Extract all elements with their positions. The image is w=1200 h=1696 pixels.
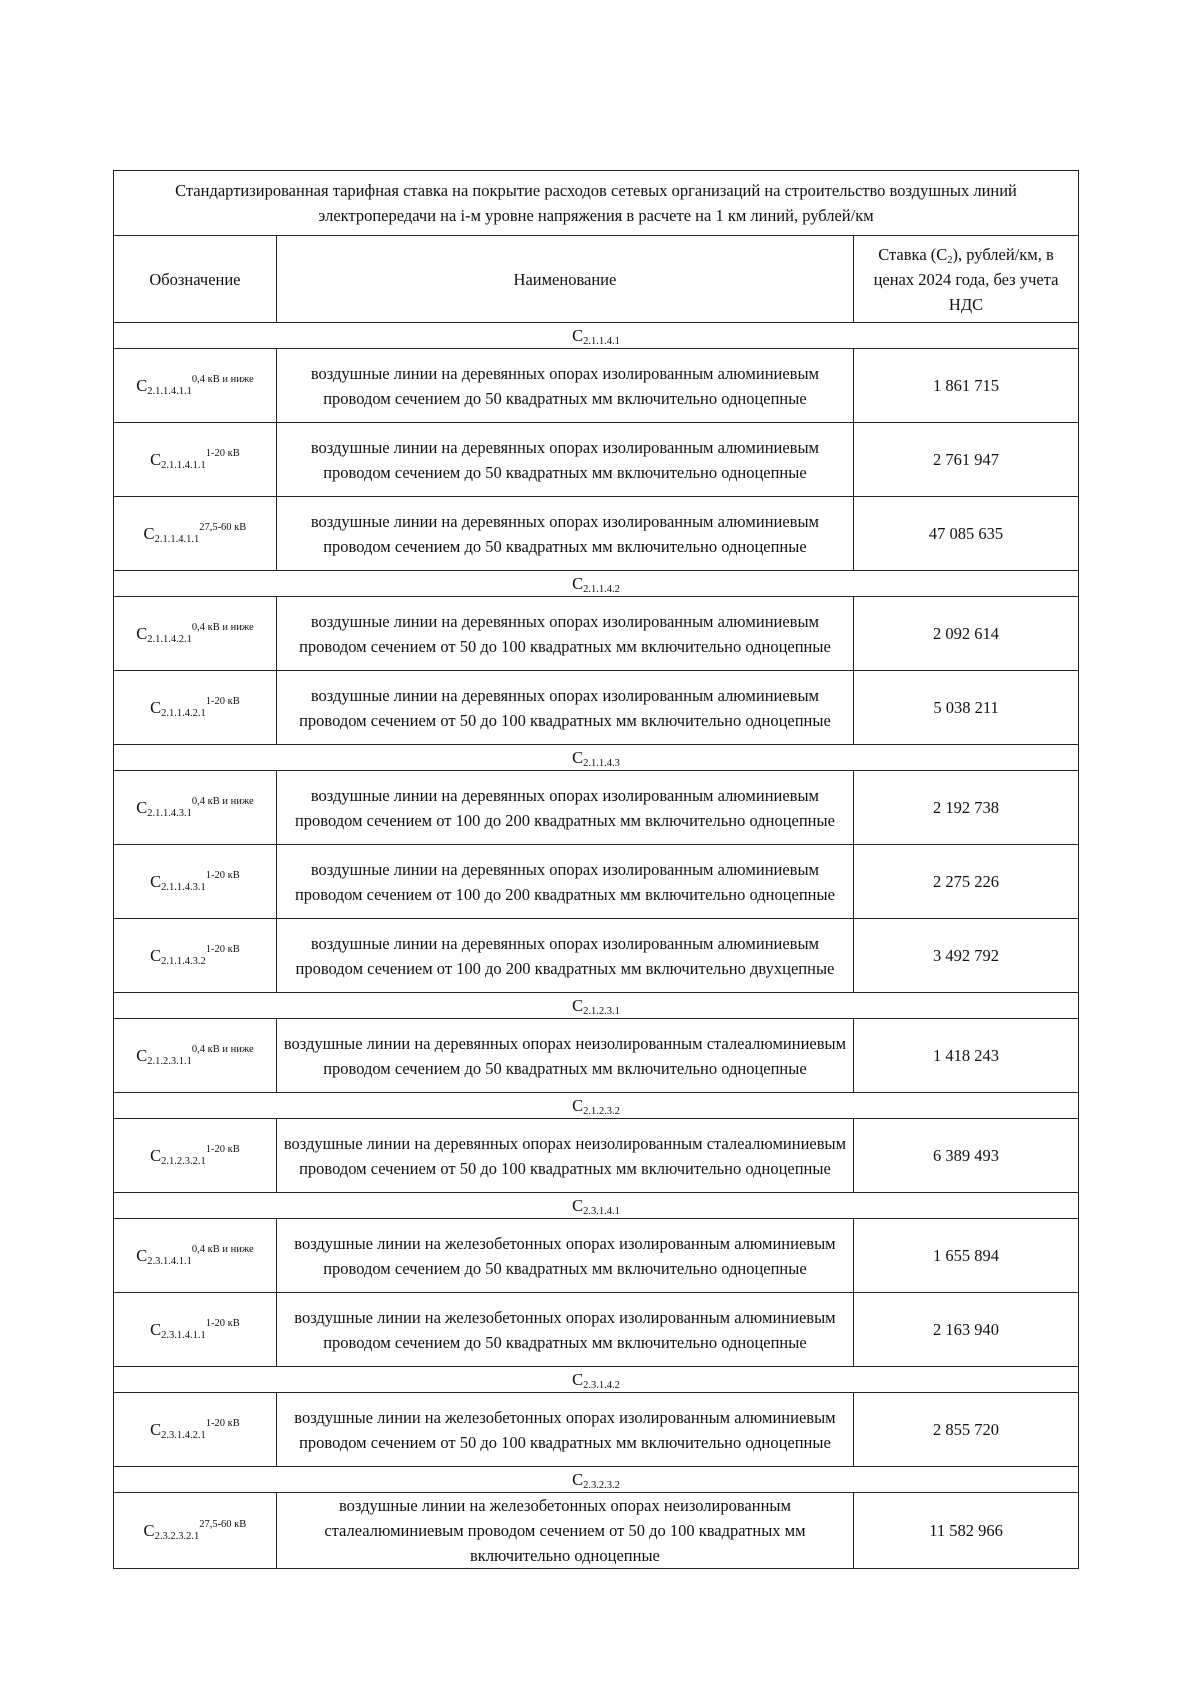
- designation-sup: 1-20 кВ: [205, 870, 240, 881]
- group-row: [114, 745, 1079, 771]
- header-row: [114, 236, 1079, 323]
- group-code-letter: С: [572, 1370, 584, 1389]
- group-code-letter: С: [572, 1196, 584, 1215]
- group-code-letter: С: [572, 1470, 584, 1489]
- row-name: воздушные линии на железобетонных опорах неизолированным сталеалюминиевым проводом сечением от 50 до 100 квадратных мм включительно одноцепные: [276, 1493, 853, 1569]
- designation-sup: 1-20 кВ: [205, 1318, 240, 1329]
- designation-sup: 27,5-60 кВ: [199, 1519, 247, 1530]
- designation-sub: 2.1.1.4.3.1: [147, 808, 192, 819]
- table-row: [114, 1493, 1079, 1569]
- group-code-letter: С: [572, 1096, 584, 1115]
- group-code-sub: 2.3.2.3.2: [583, 1480, 620, 1491]
- designation-letter: С: [143, 524, 155, 543]
- designation-letter: С: [136, 624, 148, 643]
- header-name: Наименование: [276, 236, 853, 323]
- designation-sup: 27,5-60 кВ: [199, 522, 247, 533]
- group-code-sub: 2.1.1.4.1: [583, 336, 620, 347]
- group-code: [114, 1367, 1079, 1393]
- row-designation: [114, 919, 277, 993]
- designation-letter: С: [136, 1246, 148, 1265]
- row-designation: [114, 845, 277, 919]
- group-row: [114, 1467, 1079, 1493]
- group-code-sub: 2.1.2.3.1: [583, 1006, 620, 1017]
- row-designation: [114, 1393, 277, 1467]
- row-name: воздушные линии на деревянных опорах изолированным алюминиевым проводом сечением до 50 квадратных мм включительно одноцепные: [276, 423, 853, 497]
- row-rate-value: 5 038 211: [854, 671, 1079, 745]
- row-name: воздушные линии на деревянных опорах изолированным алюминиевым проводом сечением от 100 до 200 квадратных мм включительно одноцепные: [276, 845, 853, 919]
- designation-sub: 2.1.1.4.3.1: [161, 882, 206, 893]
- table-row: [114, 423, 1079, 497]
- designation-sup: 0,4 кВ и ниже: [191, 374, 254, 385]
- designation-letter: С: [150, 450, 162, 469]
- header-designation: Обозначение: [114, 236, 277, 323]
- row-name: воздушные линии на деревянных опорах изолированным алюминиевым проводом сечением от 100 до 200 квадратных мм включительно двухцепные: [276, 919, 853, 993]
- group-code-sub: 2.1.2.3.2: [583, 1106, 620, 1117]
- designation-sub: 2.3.1.4.1.1: [161, 1330, 206, 1341]
- row-rate-value: 2 761 947: [854, 423, 1079, 497]
- designation-letter: С: [150, 1420, 162, 1439]
- designation-letter: С: [150, 1146, 162, 1165]
- row-rate-value: 2 275 226: [854, 845, 1079, 919]
- row-name: воздушные линии на железобетонных опорах изолированным алюминиевым проводом сечением до 50 квадратных мм включительно одноцепные: [276, 1293, 853, 1367]
- row-name: воздушные линии на деревянных опорах изолированным алюминиевым проводом сечением от 100 до 200 квадратных мм включительно одноцепные: [276, 771, 853, 845]
- group-code: [114, 1193, 1079, 1219]
- group-code-sub: 2.1.1.4.3: [583, 758, 620, 769]
- designation-sup: 0,4 кВ и ниже: [191, 1244, 254, 1255]
- designation-letter: С: [143, 1521, 155, 1540]
- designation-sub: 2.1.1.4.2.1: [161, 708, 206, 719]
- row-designation: [114, 1019, 277, 1093]
- row-designation: [114, 1293, 277, 1367]
- table-row: [114, 497, 1079, 571]
- group-code: [114, 1093, 1079, 1119]
- row-rate-value: 1 861 715: [854, 349, 1079, 423]
- group-code: [114, 323, 1079, 349]
- group-row: [114, 323, 1079, 349]
- row-name: воздушные линии на деревянных опорах изолированным алюминиевым проводом сечением от 50 до 100 квадратных мм включительно одноцепные: [276, 671, 853, 745]
- row-designation: [114, 1219, 277, 1293]
- designation-sub: 2.3.2.3.2.1: [154, 1531, 200, 1542]
- header-rate-suffix: ), рублей/км, в ценах 2024 года, без учета НДС: [873, 244, 1059, 314]
- group-row: [114, 1193, 1079, 1219]
- row-designation: [114, 671, 277, 745]
- row-name: воздушные линии на железобетонных опорах изолированным алюминиевым проводом сечением до 50 квадратных мм включительно одноцепные: [276, 1219, 853, 1293]
- table-row: [114, 1293, 1079, 1367]
- table-row: [114, 349, 1079, 423]
- table-row: [114, 1393, 1079, 1467]
- row-rate-value: 47 085 635: [854, 497, 1079, 571]
- designation-sub: 2.1.1.4.1.1: [154, 534, 200, 545]
- group-code-sub: 2.1.1.4.2: [583, 584, 620, 595]
- row-designation: [114, 1119, 277, 1193]
- row-designation: [114, 423, 277, 497]
- designation-sub: 2.1.1.4.1.1: [147, 386, 192, 397]
- row-rate-value: 2 163 940: [854, 1293, 1079, 1367]
- designation-sup: 1-20 кВ: [205, 1418, 240, 1429]
- group-code-sub: 2.3.1.4.1: [583, 1206, 620, 1217]
- group-code-letter: С: [572, 574, 584, 593]
- header-rate-prefix: Ставка (С: [878, 244, 948, 264]
- row-rate-value: 2 192 738: [854, 771, 1079, 845]
- group-code-letter: С: [572, 996, 584, 1015]
- designation-letter: С: [136, 1046, 148, 1065]
- group-code: [114, 1467, 1079, 1493]
- group-row: [114, 1093, 1079, 1119]
- row-name: воздушные линии на деревянных опорах изолированным алюминиевым проводом сечением от 50 до 100 квадратных мм включительно одноцепные: [276, 597, 853, 671]
- designation-sub: 2.1.1.4.3.2: [161, 956, 206, 967]
- designation-sub: 2.1.1.4.1.1: [161, 460, 206, 471]
- designation-letter: С: [150, 698, 162, 717]
- designation-letter: С: [150, 946, 162, 965]
- table-row: [114, 919, 1079, 993]
- designation-letter: С: [150, 872, 162, 891]
- row-rate-value: 3 492 792: [854, 919, 1079, 993]
- header-rate: [854, 236, 1079, 323]
- group-code-letter: С: [572, 326, 584, 345]
- group-code: [114, 571, 1079, 597]
- row-designation: [114, 349, 277, 423]
- row-designation: [114, 1493, 277, 1569]
- designation-sup: 0,4 кВ и ниже: [191, 622, 254, 633]
- designation-letter: С: [136, 798, 148, 817]
- row-name: воздушные линии на деревянных опорах неизолированным сталеалюминиевым проводом сечением до 50 квадратных мм включительно одноцепные: [276, 1019, 853, 1093]
- group-row: [114, 571, 1079, 597]
- table-title: Стандартизированная тарифная ставка на покрытие расходов сетевых организаций на строительство воздушных линий электропередачи на i-м уровне напряжения в расчете на 1 км линий, рублей/км: [114, 171, 1079, 236]
- row-rate-value: 2 855 720: [854, 1393, 1079, 1467]
- row-rate-value: 2 092 614: [854, 597, 1079, 671]
- row-rate-value: 6 389 493: [854, 1119, 1079, 1193]
- table-row: [114, 845, 1079, 919]
- table-row: [114, 771, 1079, 845]
- row-designation: [114, 497, 277, 571]
- designation-sup: 1-20 кВ: [205, 696, 240, 707]
- group-code: [114, 745, 1079, 771]
- table-row: [114, 671, 1079, 745]
- designation-letter: С: [136, 376, 148, 395]
- row-rate-value: 11 582 966: [854, 1493, 1079, 1569]
- header-rate-sub: 2: [947, 254, 953, 266]
- group-code: [114, 993, 1079, 1019]
- designation-sup: 1-20 кВ: [205, 944, 240, 955]
- table-row: [114, 1119, 1079, 1193]
- table-row: [114, 1219, 1079, 1293]
- row-designation: [114, 771, 277, 845]
- group-code-sub: 2.3.1.4.2: [583, 1380, 620, 1391]
- table-row: [114, 1019, 1079, 1093]
- designation-sub: 2.1.2.3.2.1: [161, 1156, 206, 1167]
- row-name: воздушные линии на деревянных опорах изолированным алюминиевым проводом сечением до 50 квадратных мм включительно одноцепные: [276, 349, 853, 423]
- designation-sup: 0,4 кВ и ниже: [191, 796, 254, 807]
- designation-sub: 2.1.2.3.1.1: [147, 1056, 192, 1067]
- designation-sup: 1-20 кВ: [205, 448, 240, 459]
- row-rate-value: 1 655 894: [854, 1219, 1079, 1293]
- group-row: [114, 993, 1079, 1019]
- row-designation: [114, 597, 277, 671]
- designation-sub: 2.1.1.4.2.1: [147, 634, 192, 645]
- designation-sup: 1-20 кВ: [205, 1144, 240, 1155]
- row-name: воздушные линии на деревянных опорах изолированным алюминиевым проводом сечением до 50 квадратных мм включительно одноцепные: [276, 497, 853, 571]
- group-row: [114, 1367, 1079, 1393]
- table-row: [114, 597, 1079, 671]
- row-name: воздушные линии на железобетонных опорах изолированным алюминиевым проводом сечением от 50 до 100 квадратных мм включительно одноцепные: [276, 1393, 853, 1467]
- tariff-rate-table: [113, 170, 1079, 1569]
- row-rate-value: 1 418 243: [854, 1019, 1079, 1093]
- designation-sub: 2.3.1.4.1.1: [147, 1256, 192, 1267]
- designation-letter: С: [150, 1320, 162, 1339]
- designation-sup: 0,4 кВ и ниже: [191, 1044, 254, 1055]
- row-name: воздушные линии на деревянных опорах неизолированным сталеалюминиевым проводом сечением от 50 до 100 квадратных мм включительно одноцепные: [276, 1119, 853, 1193]
- designation-sub: 2.3.1.4.2.1: [161, 1430, 206, 1441]
- group-code-letter: С: [572, 748, 584, 767]
